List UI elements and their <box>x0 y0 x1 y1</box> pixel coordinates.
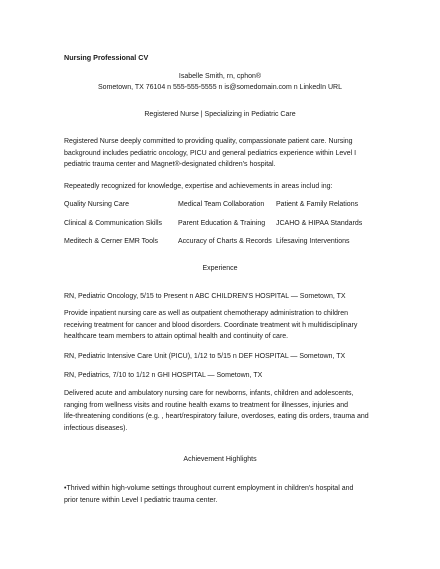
summary-line: Registered Nurse deeply committed to providing quality, compassionate patient care. Nursing <box>64 138 353 145</box>
headline: Registered Nurse | Specializing in Pediatric Care <box>144 111 296 118</box>
job-title-pediatrics: RN, Pediatrics, 7/10 to 1/12 n GHI HOSPITAL — Sometown, TX <box>64 372 263 379</box>
candidate-name: Isabelle Smith, rn, cphon® <box>178 73 262 80</box>
skill-item: Medical Team Collaboration <box>178 201 265 208</box>
achievements-heading: Achievement Highlights <box>183 456 257 463</box>
skill-item: Patient & Family Relations <box>276 201 359 208</box>
job-title-oncology: RN, Pediatric Oncology, 5/15 to Present n ABC CHILDREN'S HOSPITAL — Sometown, TX <box>64 293 346 300</box>
skill-item: Parent Education & Training <box>178 220 266 227</box>
achievement-line: prior tenure within Level I pediatric trauma center. <box>64 497 218 504</box>
job-description-line: receiving treatment for cancer and blood disorders. Coordinate treatment wit h multidisciplinary <box>64 321 358 329</box>
skill-item: Quality Nursing Care <box>64 201 129 208</box>
job-description-line: ranging from wellness visits and routine health exams to treatment for illnesses, injuries and <box>64 401 349 409</box>
skill-item: Clinical & Communication Skills <box>64 220 163 227</box>
achievement-list <box>64 484 384 508</box>
job-title-picu: RN, Pediatric Intensive Care Unit (PICU), 1/12 to 5/15 n DEF HOSPITAL — Sometown, TX <box>64 353 346 360</box>
job-description-line: Delivered acute and ambulatory nursing care for newborns, infants, children and adolescents, <box>64 390 354 397</box>
achievement-line: •Thrived within high-volume settings throughout current employment in children's hospital and <box>64 485 354 492</box>
skill-item: Accuracy of Charts & Records <box>178 238 272 245</box>
job-description-pediatrics <box>64 389 384 435</box>
skill-item: JCAHO & HIPAA Standards <box>276 220 363 227</box>
job-description-line: life-threatening conditions (e.g. , heart/respiratory failure, overdoses, eating dis orders, trauma and <box>64 413 369 421</box>
experience-heading: Experience <box>202 265 238 272</box>
job-description-line: Provide inpatient nursing care as well as outpatient chemotherapy administration to children <box>64 310 349 317</box>
contact-line: Sometown, TX 76104 n 555-555-5555 n is@somedomain.com n LinkedIn URL <box>98 84 342 91</box>
skill-item: Lifesaving Interventions <box>276 238 350 245</box>
summary-line: background includes pediatric oncology, PICU and general pediatrics experience within Level I <box>64 149 357 157</box>
summary-paragraph <box>64 137 384 172</box>
job-description-line: healthcare team members to attain optimal health and continuity of care. <box>64 333 289 341</box>
summary-line: pediatric trauma center and Magnet®-designated children's hospital. <box>64 161 276 169</box>
job-description-line: infectious diseases). <box>64 424 128 432</box>
skill-item: Meditech & Cerner EMR Tools <box>64 238 159 245</box>
job-description-oncology <box>64 309 384 344</box>
recognition-line: Repeatedly recognized for knowledge, expertise and achievements in areas includ ing: <box>64 183 333 190</box>
document-title: Nursing Professional CV <box>64 53 149 62</box>
